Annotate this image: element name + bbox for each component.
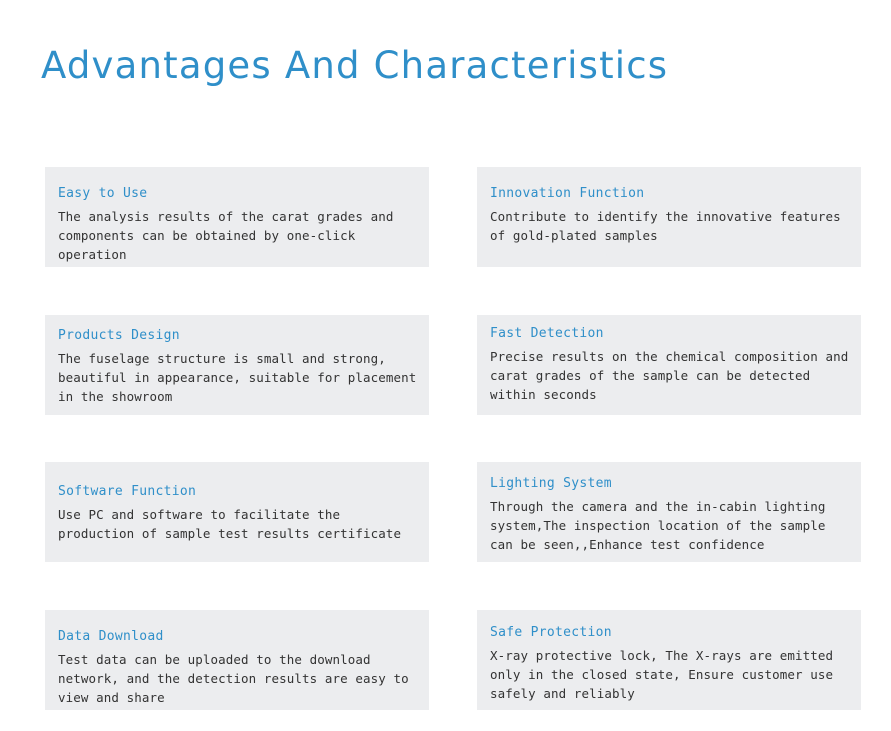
card-title: Easy to Use [58,186,148,201]
card-data-download [45,610,429,710]
card-text: The fuselage structure is small and strong, beautiful in appearance, suitable for placement in the showroom [58,351,417,404]
card-text: X-ray protective lock, The X-rays are emitted only in the closed state, Ensure customer use safely and reliably [490,648,834,701]
card-text: Through the camera and the in-cabin lighting system,The inspection location of the sample can be seen,,Enhance test confidence [490,499,826,552]
card-text: Precise results on the chemical composition and carat grades of the sample can be detected within seconds [490,349,849,402]
card-title: Safe Protection [490,625,612,640]
card-lighting-system [477,462,861,562]
card-products-design [45,315,429,415]
card-title: Fast Detection [490,326,604,341]
card-innovation-function [477,167,861,267]
card-fast-detection [477,315,861,415]
card-text: Test data can be uploaded to the download network, and the detection results are easy to view and share [58,652,409,705]
card-title: Lighting System [490,476,612,491]
page-title: Advantages And Characteristics [41,44,669,87]
card-title: Software Function [58,484,197,499]
card-text: Use PC and software to facilitate the production of sample test results certificate [58,507,402,541]
card-safe-protection [477,610,861,710]
card-text: The analysis results of the carat grades and components can be obtained by one-click operation [58,209,394,262]
card-title: Products Design [58,328,180,343]
card-title: Innovation Function [490,186,645,201]
card-text: Contribute to identify the innovative features of gold-plated samples [490,209,841,243]
card-title: Data Download [58,629,164,644]
card-software-function [45,462,429,562]
card-easy-to-use [45,167,429,267]
